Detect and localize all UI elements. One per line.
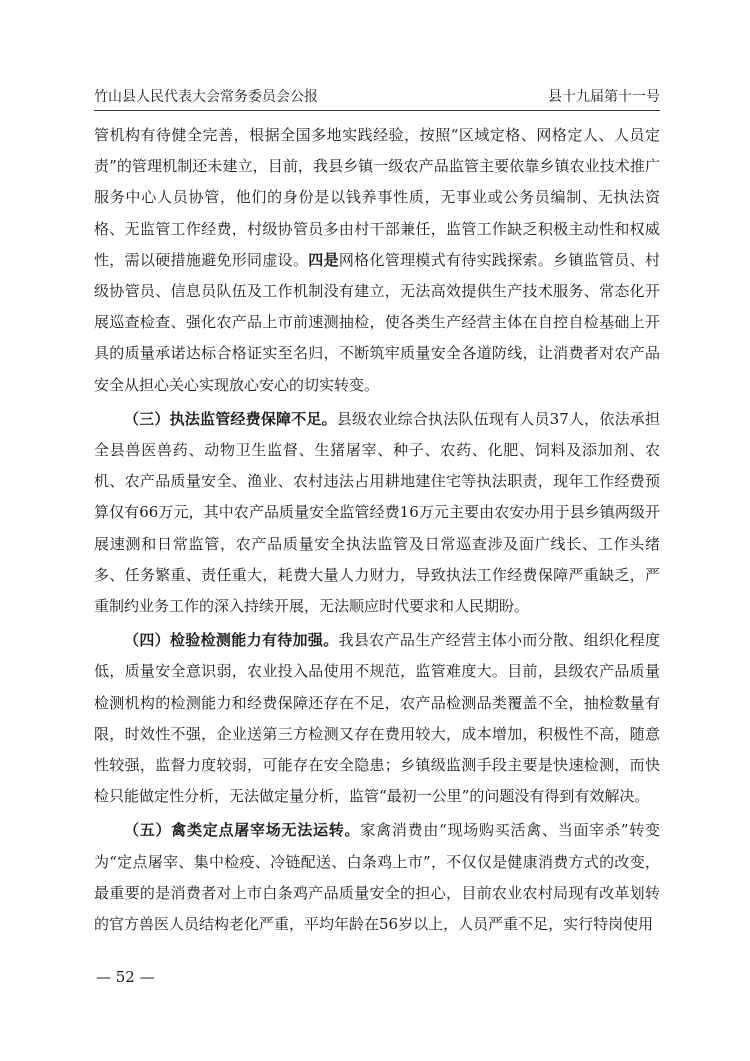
paragraph-3-text: 我县农产品生产经营主体小而分散、组织化程度低，质量安全意识弱，农业投入品使用不规范，监管难度大。目前，县级农产品质量检测机构的检测能力和经费保障还存在不足，农产品检测品类覆盖不全，抽检数量有限，时效性不强，企业送第三方检测又存在费用较大，成本增加，积极性不高，随意性较强，监督力度较弱，可能存在安全隐患；乡镇级监测手段主要是快速检测，而快检只能做定性分析，无法做定量分析，监管“最初一公里”的问题没有得到有效解决。 [94,631,660,806]
paragraph-2-heading: （三）执法监管经费保障不足。 [124,409,337,428]
header-issue-number: 县十九届第十一号 [548,89,660,105]
paragraph-4-text: 家禽消费由“现场购买活禽、当面宰杀”转变为“定点屠宰、集中检疫、冷链配送、白条鸡上市”，不仅仅是健康消费方式的改变，最重要的是消费者对上市白条鸡产品质量安全的担心，目前农业农村局现有改革划转的官方兽医人员结构老化严重，平均年龄在56岁以上，人员严重不足，实行特岗使用 [94,821,660,934]
header-divider [94,110,660,111]
paragraph-4 [94,815,660,940]
paragraph-2 [94,404,660,622]
paragraph-1-text-a: 管机构有待健全完善，根据全国多地实践经验，按照“区域定格、网格定人、人员定责”的管理机制还未建立，目前，我县乡镇一级农产品监管主要依靠乡镇农业技术推广服务中心人员协管，他们的身份是以钱养事性质，无事业或公务员编制、无执法资格、无监管工作经费，村级协管员多由村干部兼任，监管工作缺乏积极主动性和权威性，需以硬措施避免形同虚设。 [94,126,660,269]
page-header [94,86,660,108]
paragraph-1 [94,120,660,401]
page-number: — 52 — [96,968,155,986]
paragraph-3 [94,625,660,812]
paragraph-1-text-b: 网格化管理模式有待实践探索。乡镇监管员、村级协管员、信息员队伍及工作机制没有建立，无法高效提供生产技术服务、常态化开展巡查检查、强化农产品上市前速测抽检，使各类生产经营主体在自控自检基础上开具的质量承诺达标合格证实至名归，不断筑牢质量安全各道防线，让消费者对农产品安全从担心关心实现放心安心的切实转变。 [94,250,660,394]
header-publication-title: 竹山县人民代表大会常务委员会公报 [94,89,318,105]
document-body [94,120,660,940]
paragraph-2-text: 县级农业综合执法队伍现有人员37人，依法承担全县兽医兽药、动物卫生监督、生猪屠宰、种子、农药、化肥、饲料及添加剂、农机、农产品质量安全、渔业、农村违法占用耕地建住宅等执法职责，现年工作经费预算仅有66万元，其中农产品质量安全监管经费16万元主要由农安办用于县乡镇两级开展速测和日常监管，农产品质量安全执法监管及日常巡查涉及面广线长、工作头绪多、任务繁重、责任重大，耗费大量人力财力，导致执法工作经费保障严重缺乏，严重制约业务工作的深入持续开展，无法顺应时代要求和人民期盼。 [94,409,660,616]
paragraph-4-heading: （五）禽类定点屠宰场无法运转。 [124,821,361,840]
paragraph-3-heading: （四）检验检测能力有待加强。 [124,631,339,650]
paragraph-1-emphasis: 四是 [308,250,339,269]
